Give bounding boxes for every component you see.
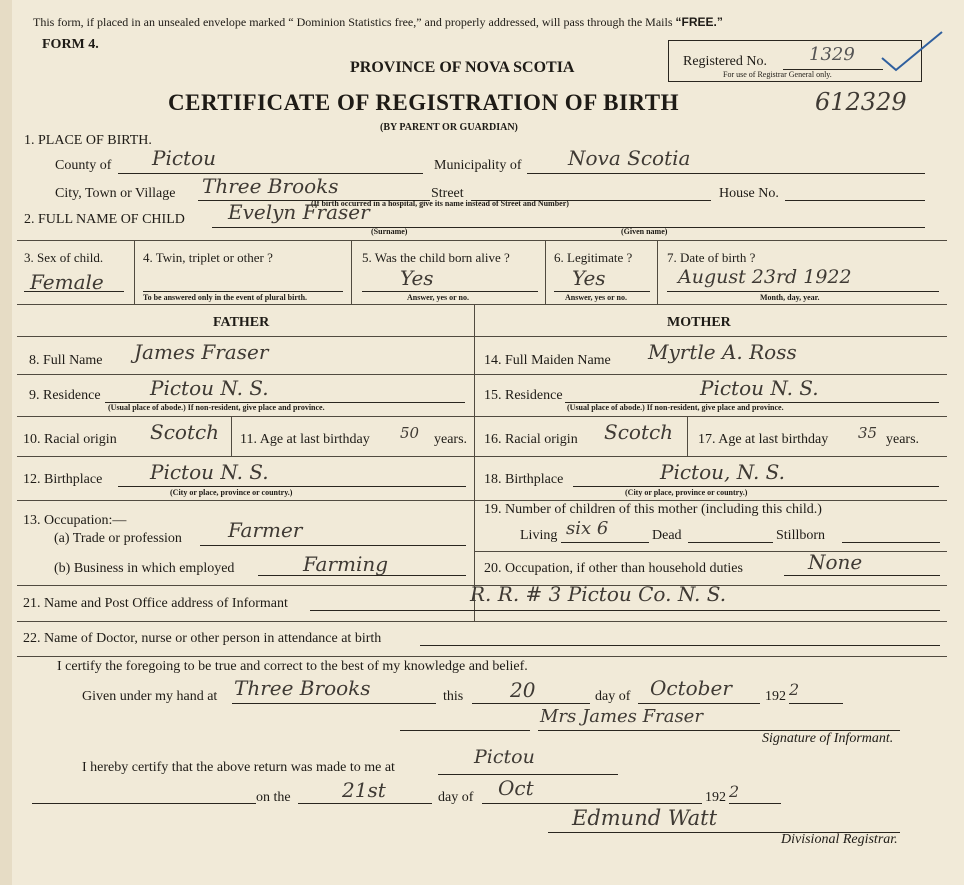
postal-notice — [33, 15, 723, 30]
occupation-other-value: None — [808, 550, 863, 574]
mother-birthplace-note: (City or place, province or country.) — [625, 488, 748, 497]
dob-label: 7. Date of birth ? — [667, 250, 756, 265]
street-label: Street — [431, 186, 464, 201]
registrar-year-suffix: 2 — [729, 782, 740, 801]
father-name-label: 8. Full Name — [29, 353, 103, 368]
occupation-other-label: 20. Occupation, if other than household duties — [484, 561, 743, 576]
registrar-statement: I hereby certify that the above return was made to me at — [82, 760, 395, 775]
father-racial-label: 10. Racial origin — [23, 432, 117, 447]
occupation-label: 13. Occupation:— — [23, 513, 127, 528]
hospital-note: (If birth occurred in a hospital, give its name instead of Street and Number) — [311, 199, 569, 208]
living-label: Living — [520, 528, 558, 543]
father-name-value: James Fraser — [134, 340, 269, 364]
father-racial-value: Scotch — [150, 420, 220, 444]
father-age-label: 11. Age at last birthday — [240, 432, 370, 447]
father-birthplace-value: Pictou N. S. — [150, 460, 269, 484]
business-value: Farming — [303, 552, 389, 576]
child-name-label: 2. FULL NAME OF CHILD — [24, 212, 185, 227]
registrar-signature-caption: Divisional Registrar. — [781, 832, 898, 847]
registrar-place-value: Pictou — [474, 746, 535, 768]
municipality-value: Nova Scotia — [568, 146, 691, 170]
municipality-label: Municipality of — [434, 158, 522, 173]
father-birthplace-label: 12. Birthplace — [23, 472, 103, 487]
certify-year-suffix: 2 — [789, 680, 800, 699]
registered-no-label: Registered No. — [683, 54, 767, 69]
informant-address-label: 21. Name and Post Office address of Informant — [23, 596, 288, 611]
dead-label: Dead — [652, 528, 682, 543]
legitimate-note: Answer, yes or no. — [565, 293, 628, 302]
informant-signature: Mrs James Fraser — [540, 706, 703, 727]
registrar-month-value: Oct — [498, 776, 534, 800]
legitimate-label: 6. Legitimate ? — [554, 250, 633, 265]
mother-birthplace-label: 18. Birthplace — [484, 472, 564, 487]
city-label: City, Town or Village — [55, 186, 176, 201]
father-residence-value: Pictou N. S. — [150, 376, 269, 400]
place-of-birth-heading: 1. PLACE OF BIRTH. — [24, 133, 152, 148]
alive-note: Answer, yes or no. — [407, 293, 470, 302]
informant-signature-caption: Signature of Informant. — [762, 731, 894, 746]
certificate-subtitle: (BY PARENT OR GUARDIAN) — [380, 122, 518, 133]
registrar-day-value: 21st — [342, 778, 386, 802]
mother-residence-value: Pictou N. S. — [700, 376, 819, 400]
mother-residence-label: 15. Residence — [484, 388, 563, 403]
mother-name-label: 14. Full Maiden Name — [484, 353, 611, 368]
province-heading: PROVINCE OF NOVA SCOTIA — [350, 59, 575, 76]
dob-value: August 23rd 1922 — [678, 266, 852, 288]
given-place-value: Three Brooks — [234, 676, 371, 700]
city-value: Three Brooks — [202, 174, 339, 198]
county-label: County of — [55, 158, 112, 173]
mother-racial-value: Scotch — [604, 420, 674, 444]
mother-birthplace-value: Pictou, N. S. — [660, 460, 786, 484]
father-birthplace-note: (City or place, province or country.) — [170, 488, 293, 497]
legitimate-value: Yes — [572, 266, 606, 290]
children-label: 19. Number of children of this mother (including this child.) — [484, 502, 822, 517]
certify-year-prefix: 192 — [765, 689, 786, 704]
father-residence-label: 9. Residence — [29, 388, 101, 403]
mother-name-value: Myrtle A. Ross — [648, 340, 797, 364]
certify-statement: I certify the foregoing to be true and correct to the best of my knowledge and belief. — [57, 659, 528, 674]
certify-day-of-label: day of — [595, 689, 631, 704]
trade-label: (a) Trade or profession — [54, 531, 182, 546]
postal-notice-text: This form, if placed in an unsealed envelope marked “ Dominion Statistics free,” and properly addressed, will pass through the Mails — [33, 15, 673, 29]
mother-age-years: years. — [886, 432, 920, 447]
doctor-label: 22. Name of Doctor, nurse or other person in attendance at birth — [23, 631, 382, 646]
mother-racial-label: 16. Racial origin — [484, 432, 578, 447]
mother-age-label: 17. Age at last birthday — [698, 432, 829, 447]
mother-residence-note: (Usual place of abode.) If non-resident, give place and province. — [567, 403, 784, 412]
father-age-years: years. — [434, 432, 468, 447]
certificate-number: 612329 — [815, 88, 907, 116]
registrar-day-of-label: day of — [438, 790, 474, 805]
registrar-signature: Edmund Watt — [572, 806, 718, 830]
living-value: six 6 — [566, 518, 609, 539]
form-number: FORM 4. — [42, 37, 99, 52]
sex-value: Female — [30, 270, 104, 294]
dob-note: Month, day, year. — [760, 293, 820, 302]
twin-note: To be answered only in the event of plural birth. — [143, 293, 308, 302]
business-label: (b) Business in which employed — [54, 561, 235, 576]
certify-month-value: October — [650, 676, 732, 700]
blue-check-mark-icon — [870, 26, 950, 76]
father-age-value: 50 — [400, 424, 420, 442]
house-no-label: House No. — [719, 186, 779, 201]
postal-free: “FREE.” — [675, 15, 723, 29]
alive-value: Yes — [400, 266, 434, 290]
twin-label: 4. Twin, triplet or other ? — [143, 250, 273, 265]
given-under-label: Given under my hand at — [82, 689, 218, 704]
given-name-caption: (Given name) — [621, 227, 668, 236]
left-margin-strip — [0, 0, 12, 885]
child-name-value: Evelyn Fraser — [228, 200, 370, 224]
registered-no-value: 1329 — [809, 44, 855, 65]
mother-age-value: 35 — [858, 424, 878, 442]
stillborn-label: Stillborn — [776, 528, 826, 543]
father-heading: FATHER — [213, 315, 270, 330]
certificate-title: CERTIFICATE OF REGISTRATION OF BIRTH — [168, 90, 679, 115]
registrar-use-note: For use of Registrar General only. — [723, 70, 832, 79]
alive-label: 5. Was the child born alive ? — [362, 250, 510, 265]
father-residence-note: (Usual place of abode.) If non-resident, give place and province. — [108, 403, 325, 412]
mother-heading: MOTHER — [667, 315, 731, 330]
this-label: this — [443, 689, 464, 704]
registrar-on-label: on the — [256, 790, 291, 805]
county-value: Pictou — [152, 146, 217, 170]
sex-label: 3. Sex of child. — [24, 250, 104, 265]
registrar-year-prefix: 192 — [705, 790, 726, 805]
surname-caption: (Surname) — [371, 227, 408, 236]
trade-value: Farmer — [228, 518, 303, 542]
certify-day-value: 20 — [510, 678, 536, 702]
informant-address-value: R. R. # 3 Pictou Co. N. S. — [470, 582, 727, 606]
